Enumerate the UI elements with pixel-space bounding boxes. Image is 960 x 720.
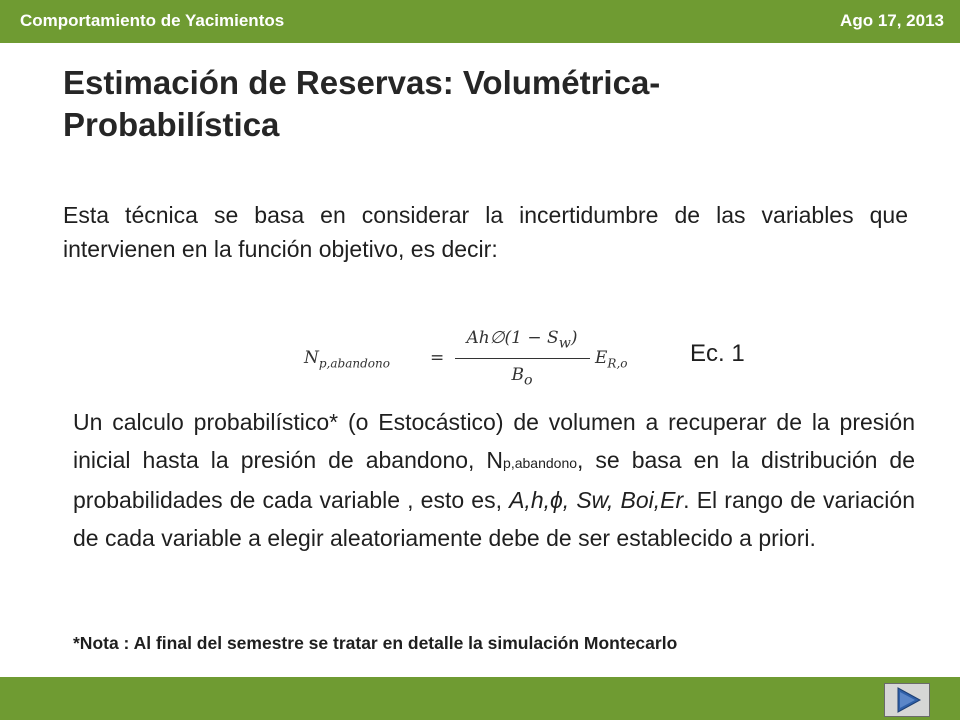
equation	[290, 322, 650, 394]
numerator-text: Ah∅(1 − S	[466, 328, 559, 348]
equation-lhs-symbol: N	[304, 348, 319, 368]
denominator-subscript: o	[523, 372, 533, 389]
equation-label: Ec. 1	[690, 340, 745, 367]
equation-rhs	[595, 348, 628, 370]
equation-numerator	[452, 328, 592, 351]
header-date: Ago 17, 2013	[840, 11, 944, 30]
equation-lhs	[304, 348, 390, 370]
next-slide-button[interactable]	[884, 683, 930, 717]
denominator-text: B	[511, 365, 524, 385]
play-next-icon	[885, 684, 929, 716]
slide-title: Estimación de Reservas: Volumétrica-Probabilística	[63, 64, 661, 143]
footer-bar	[0, 677, 960, 720]
body-paragraph	[73, 404, 915, 557]
equation-rhs-subscript: R,o	[607, 356, 628, 371]
equation-rhs-symbol: E	[595, 348, 608, 368]
paragraph-part1: Un calculo probabilístico* (o Estocástico) de volumen a recuperar de la presión inicial hasta la presión de abandono, N	[73, 409, 915, 473]
numerator-close: )	[570, 328, 578, 348]
course-title: Comportamiento de Yacimientos	[20, 11, 285, 30]
paragraph-part3: . El rango de variación de cada variable a elegir aleatoriamente debe de ser establecido a priori.	[73, 487, 915, 551]
fraction-bar	[455, 358, 590, 359]
paragraph-variables: A,h,ϕ, Sw, Boi,Er	[509, 487, 684, 513]
equation-denominator	[452, 365, 592, 388]
header-bar	[0, 0, 960, 43]
paragraph-subscript: p,abandono	[503, 454, 578, 471]
footnote: *Nota : Al final del semestre se tratar en detalle la simulación Montecarlo	[73, 633, 678, 653]
equation-lhs-subscript: p,abandono	[318, 356, 390, 371]
equation-equals: =	[430, 348, 445, 368]
intro-paragraph: Esta técnica se basa en considerar la incertidumbre de las variables que intervienen en la función objetivo, es decir:	[63, 202, 908, 262]
paragraph-part2: , se basa en la distribución de probabilidades de cada variable , esto es,	[73, 446, 915, 513]
numerator-subscript: w	[558, 335, 571, 352]
